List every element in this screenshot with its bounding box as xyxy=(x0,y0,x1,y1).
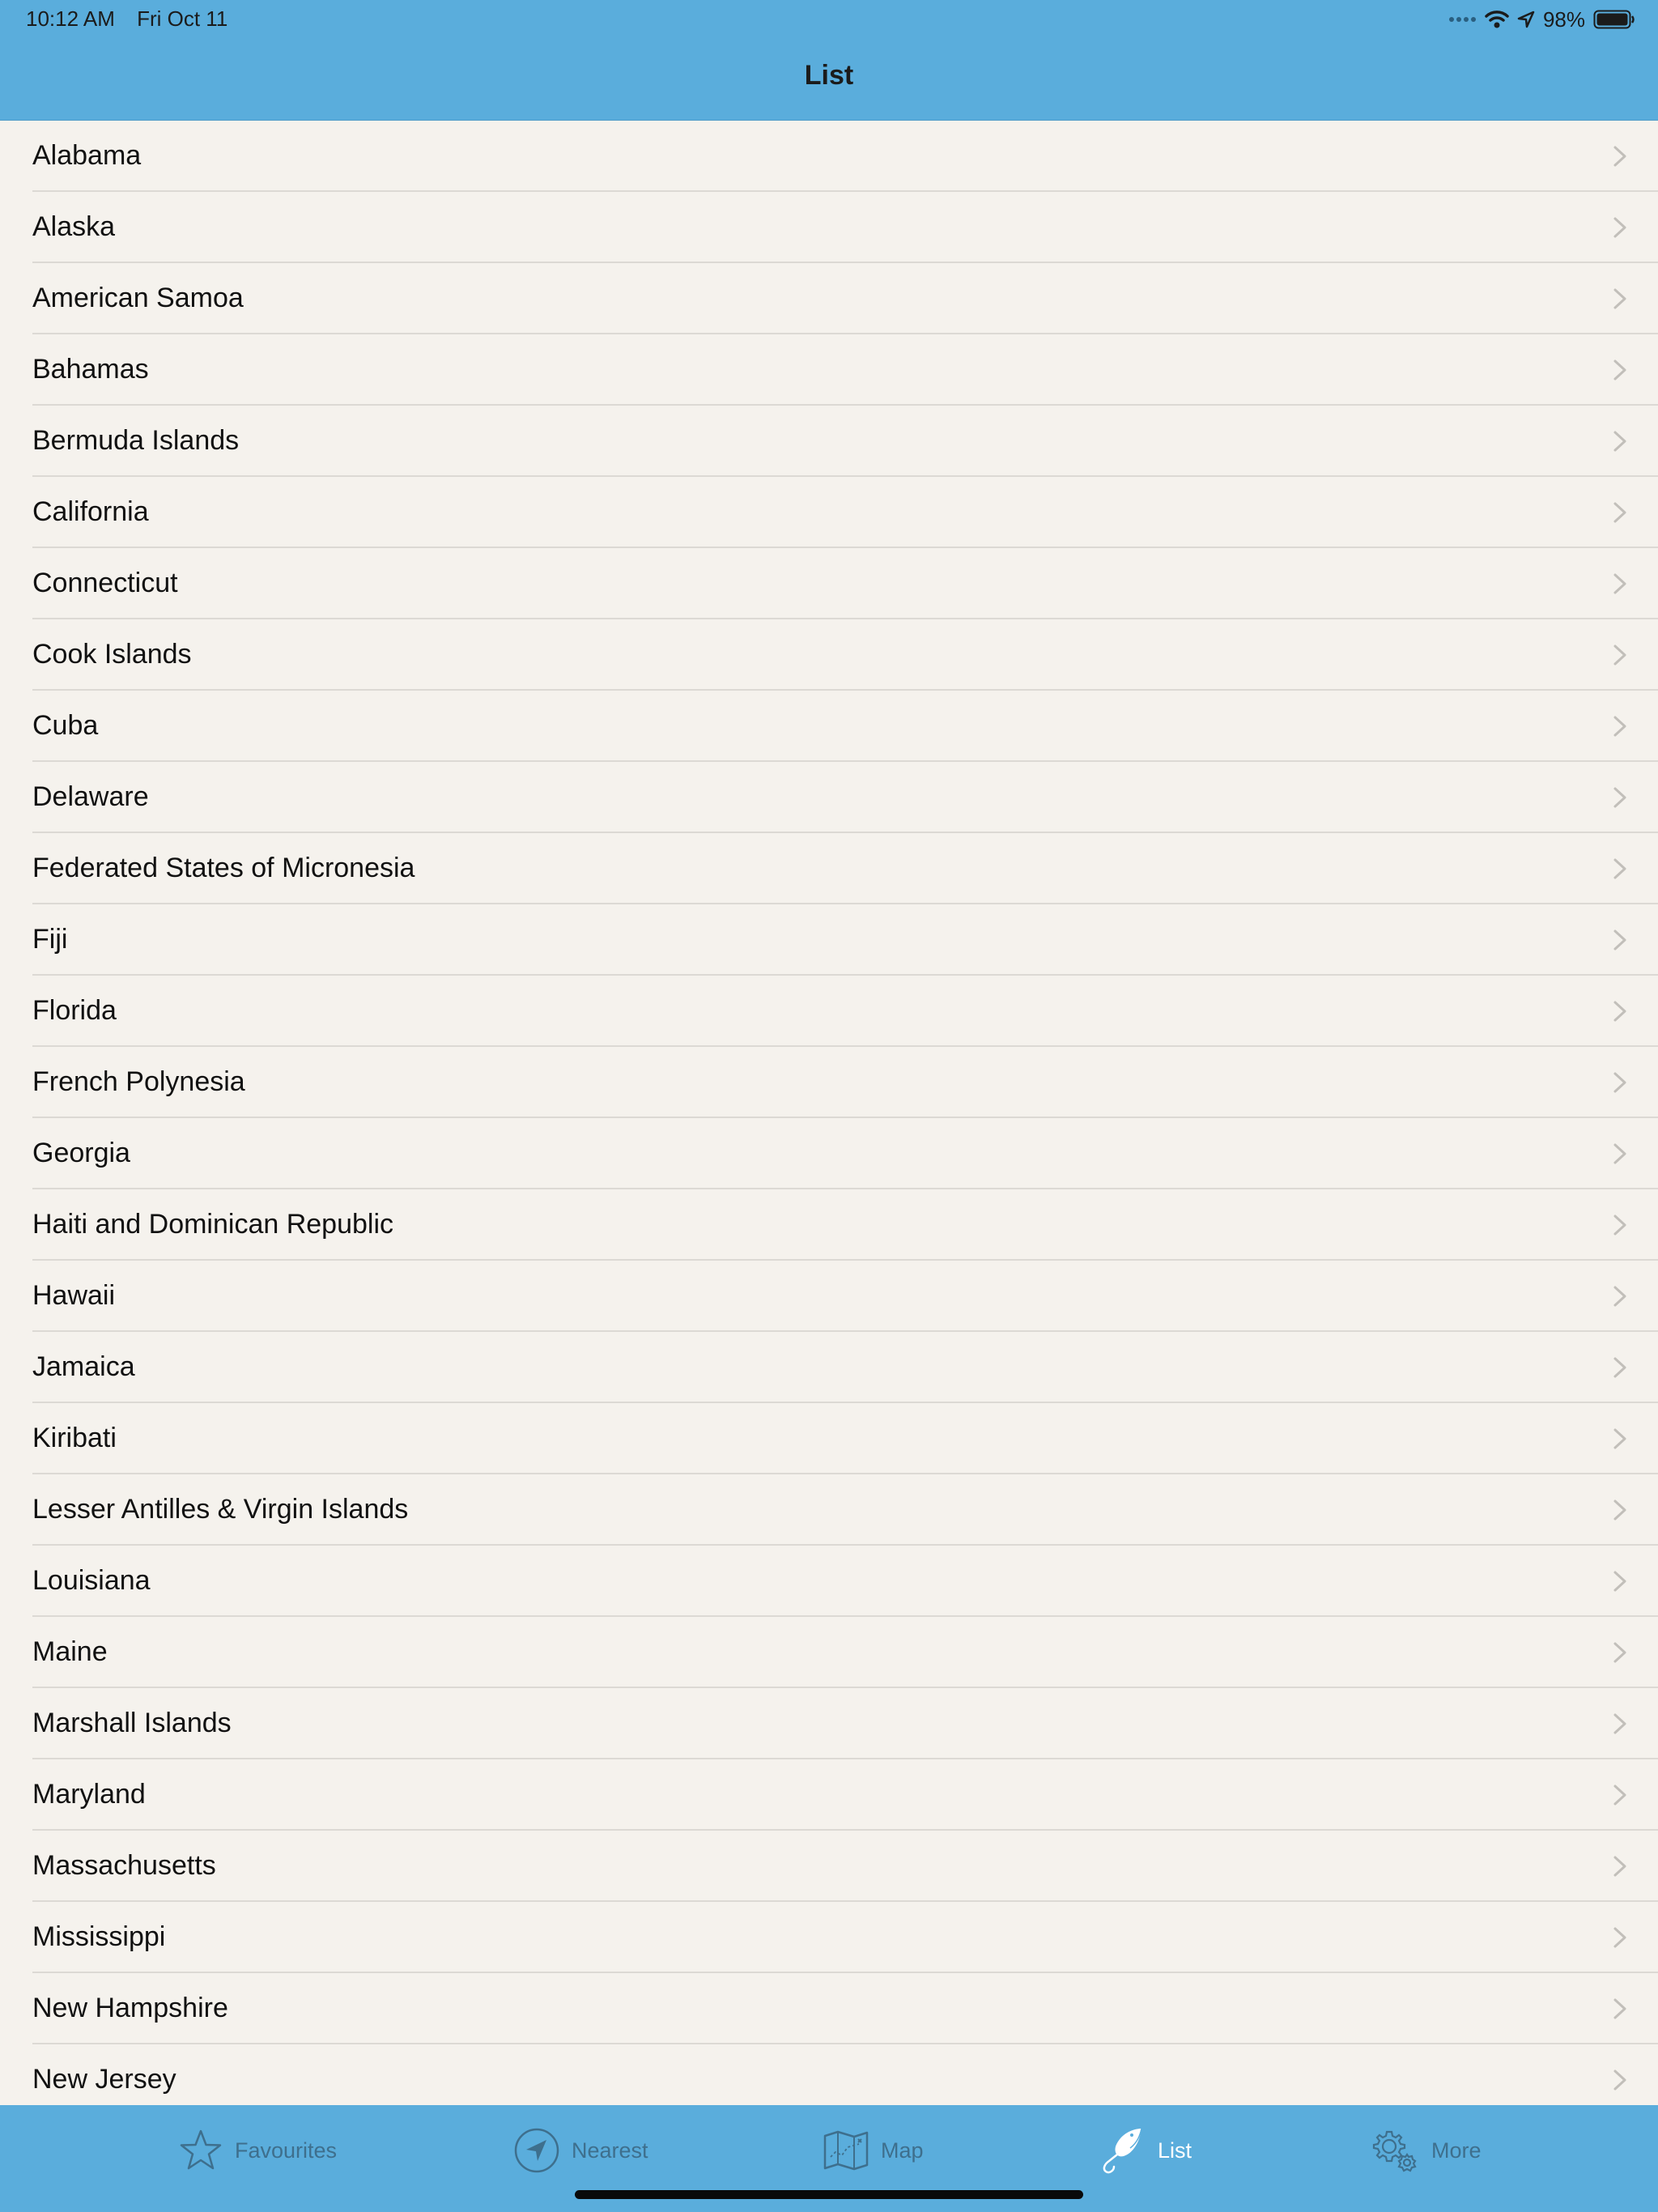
star-icon xyxy=(178,2128,223,2173)
list-item-label: French Polynesia xyxy=(32,1066,245,1097)
gear-icon xyxy=(1370,2127,1420,2174)
list-item-label: Florida xyxy=(32,995,117,1026)
status-bar-indicators xyxy=(1449,5,1635,34)
tab-label: More xyxy=(1431,2138,1482,2163)
chevron-right-icon xyxy=(1613,1000,1627,1023)
list-item[interactable] xyxy=(0,1332,1658,1403)
tab-label: Favourites xyxy=(235,2138,338,2163)
list-item-label: Marshall Islands xyxy=(32,1708,232,1738)
chevron-right-icon xyxy=(1613,1641,1627,1664)
chevron-right-icon xyxy=(1613,1784,1627,1806)
list-item-label: California xyxy=(32,496,149,527)
chevron-right-icon xyxy=(1613,2069,1627,2091)
list-item-label: New Hampshire xyxy=(32,1993,228,2023)
tab-label: Nearest xyxy=(572,2138,648,2163)
list-item-label: Bahamas xyxy=(32,354,149,385)
list-item[interactable] xyxy=(0,406,1658,477)
list-item-label: Connecticut xyxy=(32,568,178,598)
list-item-label: Jamaica xyxy=(32,1351,135,1382)
chevron-right-icon xyxy=(1613,216,1627,239)
list-item-label: Cuba xyxy=(32,710,99,741)
battery-percentage: 98% xyxy=(1542,6,1585,32)
list-item[interactable] xyxy=(0,1474,1658,1546)
list-item[interactable] xyxy=(0,1617,1658,1688)
list-item[interactable] xyxy=(0,619,1658,691)
chevron-right-icon xyxy=(1613,287,1627,310)
chevron-right-icon xyxy=(1613,1071,1627,1094)
chevron-right-icon xyxy=(1613,715,1627,738)
chevron-right-icon xyxy=(1613,1712,1627,1735)
list-item-label: Federated States of Micronesia xyxy=(32,853,415,883)
chevron-right-icon xyxy=(1613,1926,1627,1949)
list-item-label: Delaware xyxy=(32,781,149,812)
map-icon xyxy=(823,2129,869,2172)
navigation-header xyxy=(0,0,1658,121)
list-item[interactable] xyxy=(0,1973,1658,2044)
home-indicator xyxy=(575,2190,1083,2199)
chevron-right-icon xyxy=(1613,644,1627,666)
chevron-right-icon xyxy=(1613,1855,1627,1878)
list-item[interactable] xyxy=(0,976,1658,1047)
chevron-right-icon xyxy=(1613,1427,1627,1450)
list-item[interactable] xyxy=(0,1403,1658,1474)
list-item[interactable] xyxy=(0,904,1658,976)
chevron-right-icon xyxy=(1613,857,1627,880)
chevron-right-icon xyxy=(1613,572,1627,595)
list-item-label: Alabama xyxy=(32,140,142,171)
list-item[interactable] xyxy=(0,1047,1658,1118)
tab-label: Map xyxy=(881,2138,924,2163)
list-item[interactable] xyxy=(0,334,1658,406)
list-item[interactable] xyxy=(0,477,1658,548)
chevron-right-icon xyxy=(1613,929,1627,951)
status-date: Fri Oct 11 xyxy=(137,6,228,31)
list-item-label: American Samoa xyxy=(32,283,244,313)
list-item-label: Mississippi xyxy=(32,1921,166,1952)
list-item[interactable] xyxy=(0,1546,1658,1617)
chevron-right-icon xyxy=(1613,359,1627,381)
list-item[interactable] xyxy=(0,1902,1658,1973)
list-item[interactable] xyxy=(0,1118,1658,1189)
list-item-label: Bermuda Islands xyxy=(32,425,240,456)
list-item-label: Cook Islands xyxy=(32,639,192,670)
list-item[interactable] xyxy=(0,1189,1658,1261)
list-item-label: Maine xyxy=(32,1636,108,1667)
list-item[interactable] xyxy=(0,121,1658,192)
list-item-label: Haiti and Dominican Republic xyxy=(32,1209,394,1240)
status-bar-time xyxy=(26,6,227,32)
list-item[interactable] xyxy=(0,833,1658,904)
list-item-label: Kiribati xyxy=(32,1423,117,1453)
list-item-label: Maryland xyxy=(32,1779,146,1810)
list-item-label: Lesser Antilles & Virgin Islands xyxy=(32,1494,409,1525)
list-item-label: Alaska xyxy=(32,211,116,242)
chevron-right-icon xyxy=(1613,1570,1627,1593)
tab-more[interactable] xyxy=(1370,2121,1482,2180)
list-item[interactable] xyxy=(0,1831,1658,1902)
chevron-right-icon xyxy=(1613,786,1627,809)
chevron-right-icon xyxy=(1613,145,1627,168)
list-item[interactable] xyxy=(0,1261,1658,1332)
list-item[interactable] xyxy=(0,1688,1658,1759)
tab-list[interactable] xyxy=(1098,2121,1192,2180)
tab-map[interactable] xyxy=(823,2121,924,2180)
battery-icon xyxy=(1593,9,1635,30)
list-item[interactable] xyxy=(0,263,1658,334)
status-time: 10:12 AM xyxy=(26,6,115,31)
chevron-right-icon xyxy=(1613,1214,1627,1236)
chevron-right-icon xyxy=(1613,430,1627,453)
location-services-icon xyxy=(1517,11,1535,28)
list-item-label: Fiji xyxy=(32,924,68,955)
chevron-right-icon xyxy=(1613,1997,1627,2020)
fish-hook-icon xyxy=(1098,2125,1146,2176)
chevron-right-icon xyxy=(1613,1499,1627,1521)
list-item[interactable] xyxy=(0,192,1658,263)
list-item-label: Massachusetts xyxy=(32,1850,216,1881)
cellular-dots-icon xyxy=(1449,15,1477,23)
list-item[interactable] xyxy=(0,2044,1658,2105)
list-item-label: Louisiana xyxy=(32,1565,151,1596)
list-item[interactable] xyxy=(0,548,1658,619)
list-item-label: Hawaii xyxy=(32,1280,116,1311)
chevron-right-icon xyxy=(1613,1142,1627,1165)
list-item[interactable] xyxy=(0,1759,1658,1831)
chevron-right-icon xyxy=(1613,501,1627,524)
list-item-label: Georgia xyxy=(32,1138,130,1168)
list-item[interactable] xyxy=(0,762,1658,833)
location-arrow-icon xyxy=(513,2127,560,2174)
chevron-right-icon xyxy=(1613,1285,1627,1308)
tab-label: List xyxy=(1158,2138,1192,2163)
tab-favourites[interactable] xyxy=(178,2121,337,2180)
list-item[interactable] xyxy=(0,691,1658,762)
tab-nearest[interactable] xyxy=(513,2121,648,2180)
chevron-right-icon xyxy=(1613,1356,1627,1379)
region-list[interactable] xyxy=(0,121,1658,2105)
wifi-icon xyxy=(1485,10,1509,29)
page-title: List xyxy=(804,60,854,91)
list-item-label: New Jersey xyxy=(32,2064,176,2095)
